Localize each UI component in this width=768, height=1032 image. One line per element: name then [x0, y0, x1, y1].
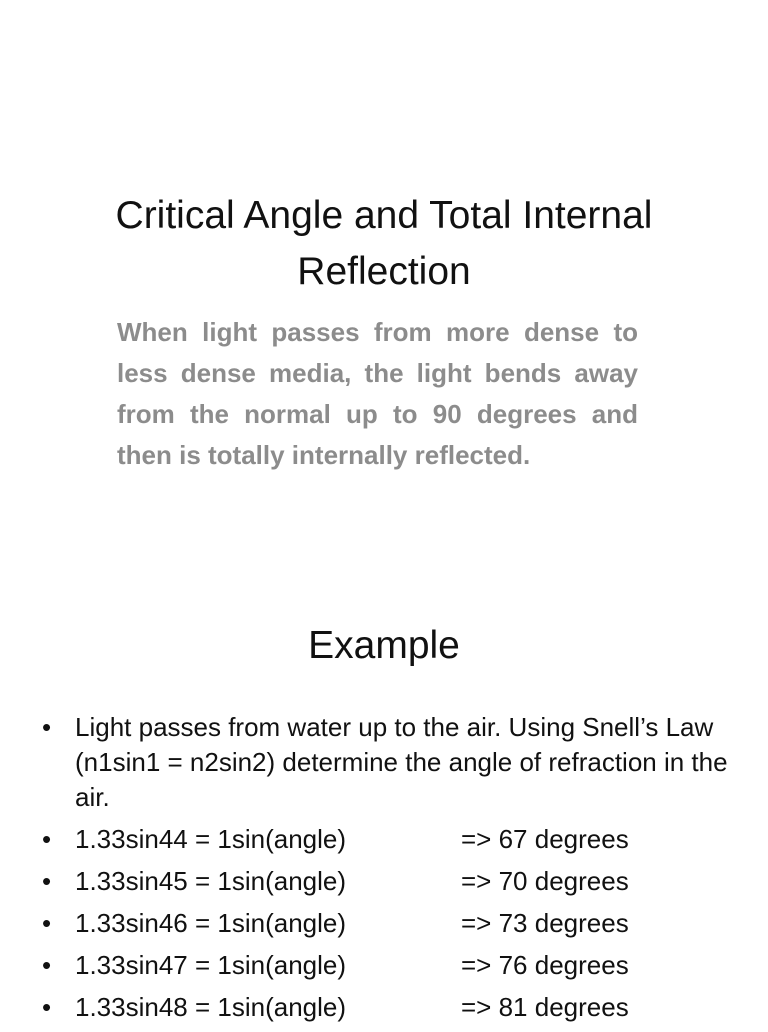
bullet-item-equation: [42, 906, 742, 941]
bullet-item-intro: [42, 710, 742, 815]
slide-title: Critical Angle and Total Internal Reflection: [115, 194, 653, 293]
bullet-icon: •: [42, 950, 52, 980]
equation-lhs: 1.33sin45 = 1sin(angle): [75, 866, 347, 896]
bullet-text: Light passes from water up to the air. Using Snell’s Law (n1sin1 = n2sin2) determine the angle of refraction in the air.: [75, 712, 728, 812]
bullet-icon: •: [42, 992, 52, 1022]
equation-lhs: 1.33sin44 = 1sin(angle): [75, 824, 347, 854]
bullet-list: [42, 710, 742, 1032]
bullet-item-equation: [42, 990, 742, 1025]
bullet-item-equation: [42, 822, 742, 857]
equation-result: => 73 degrees: [461, 908, 629, 938]
equation-result: => 76 degrees: [461, 950, 629, 980]
equation-lhs: 1.33sin48 = 1sin(angle): [75, 992, 347, 1022]
bullet-icon: •: [42, 866, 52, 896]
equation-result: => 67 degrees: [461, 824, 629, 854]
slide-example: [0, 576, 768, 1024]
bullet-icon: •: [42, 824, 52, 854]
bullet-icon: •: [42, 908, 52, 938]
equation-result: => 81 degrees: [461, 992, 629, 1022]
slide-subtitle: When light passes from more dense to less dense media, the light bends away from the normal up to 90 degrees and then is totally internally reflected.: [117, 317, 638, 470]
bullet-item-equation: [42, 948, 742, 983]
bullet-item-equation: [42, 864, 742, 899]
equation-lhs: 1.33sin46 = 1sin(angle): [75, 908, 347, 938]
bullet-icon: •: [42, 712, 52, 742]
equation-lhs: 1.33sin47 = 1sin(angle): [75, 950, 347, 980]
equation-result: => 70 degrees: [461, 866, 629, 896]
slide-heading: Example: [308, 624, 460, 667]
